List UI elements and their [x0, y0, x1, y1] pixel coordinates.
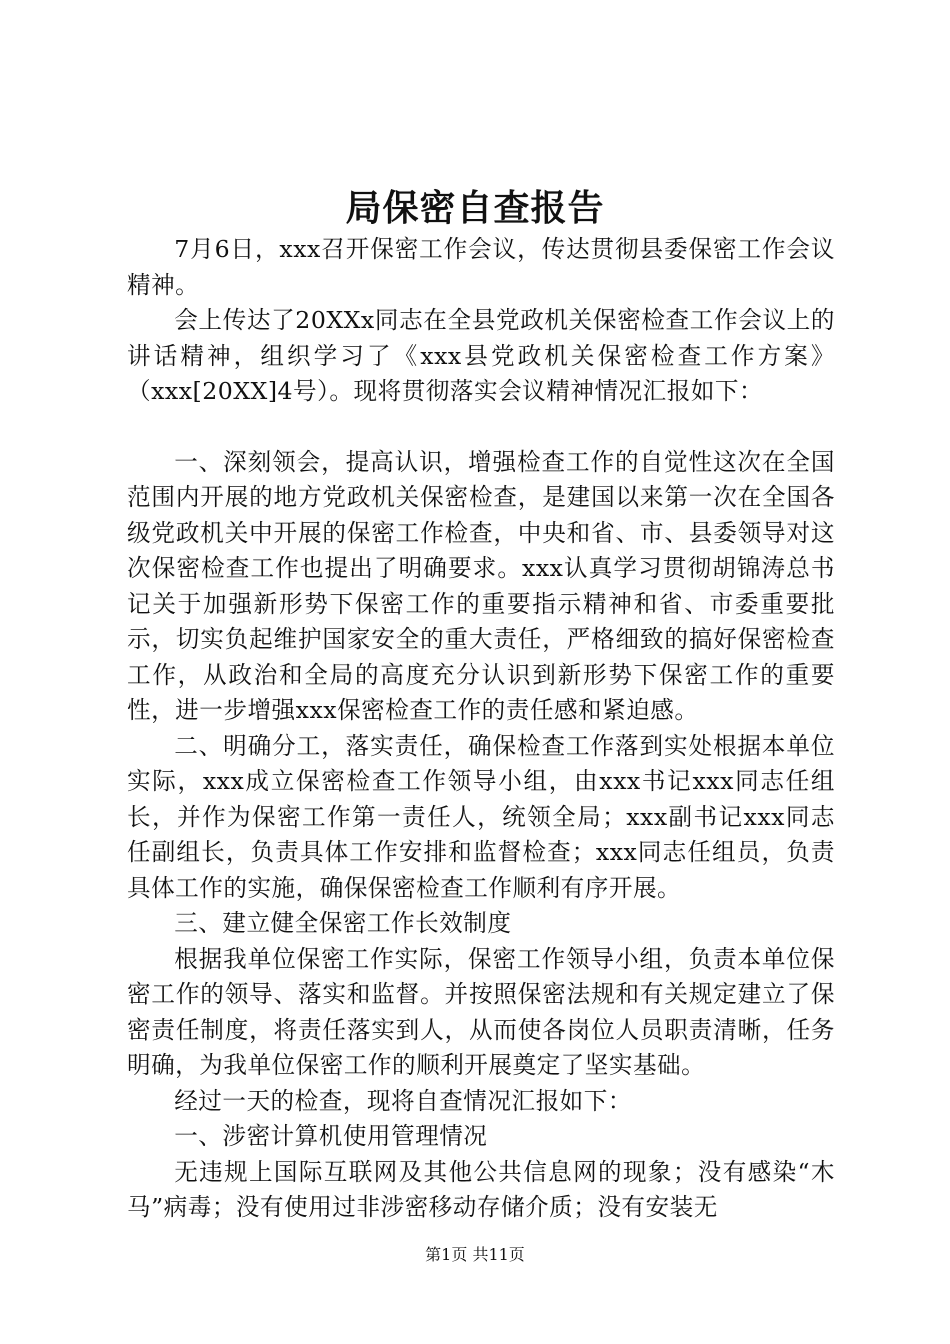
paragraph: 经过一天的检查，现将自查情况汇报如下： — [174, 1086, 632, 1115]
paragraph: 无违规上国际互联网及其他公共信息网的现象；没有感染“木马”病毒；没有使用过非涉密移动存储介质；没有安装无 — [127, 1157, 835, 1221]
paragraph: 二、明确分工，落实责任，确保检查工作落到实处根据本单位实际，xxx成立保密检查工作领导小组，由xxx书记xxx同志任组长，并作为保密工作第一责任人，统领全局；xxx副书记xxx同志任副组长，负责具体工作安排和监督检查；xxx同志任组员，负责具体工作的实施，确保保密检查工作顺利有序开展。 — [127, 731, 835, 902]
section-heading: 一、涉密计算机使用管理情况 — [174, 1122, 488, 1150]
page-footer: 第1页 共11页 — [425, 1245, 525, 1264]
section-heading: 三、建立健全保密工作长效制度 — [174, 909, 512, 937]
paragraph: 根据我单位保密工作实际，保密工作领导小组，负责本单位保密工作的领导、落实和监督。并按照保密法规和有关规定建立了保密责任制度，将责任落实到人，从而使各岗位人员职责清晰，任务明确，为我单位保密工作的顺利开展奠定了坚实基础。 — [127, 944, 835, 1079]
paragraph: 一、深刻领会，提高认识，增强检查工作的自觉性这次在全国范围内开展的地方党政机关保密检查，是建国以来第一次在全国各级党政机关中开展的保密工作检查，中央和省、市、县委领导对这次保密检查工作也提出了明确要求。xxx认真学习贯彻胡锦涛总书记关于加强新形势下保密工作的重要指示精神和省、市委重要批示，切实负起维护国家安全的重大责任，严格细致的搞好保密检查工作，从政治和全局的高度充分认识到新形势下保密工作的重要性，进一步增强xxx保密检查工作的责任感和紧迫感。 — [127, 447, 835, 724]
paragraph: 7月6日，xxx召开保密工作会议，传达贯彻县委保密工作会议精神。 — [127, 235, 835, 299]
document-body — [127, 232, 835, 1226]
paragraph: 会上传达了20XXx同志在全县党政机关保密检查工作会议上的讲话精神，组织学习了《xxx县党政机关保密检查工作方案》（xxx[20XX]4号）。现将贯彻落实会议精神情况汇报如下： — [127, 306, 835, 405]
document-title: 局保密自查报告 — [345, 187, 605, 229]
